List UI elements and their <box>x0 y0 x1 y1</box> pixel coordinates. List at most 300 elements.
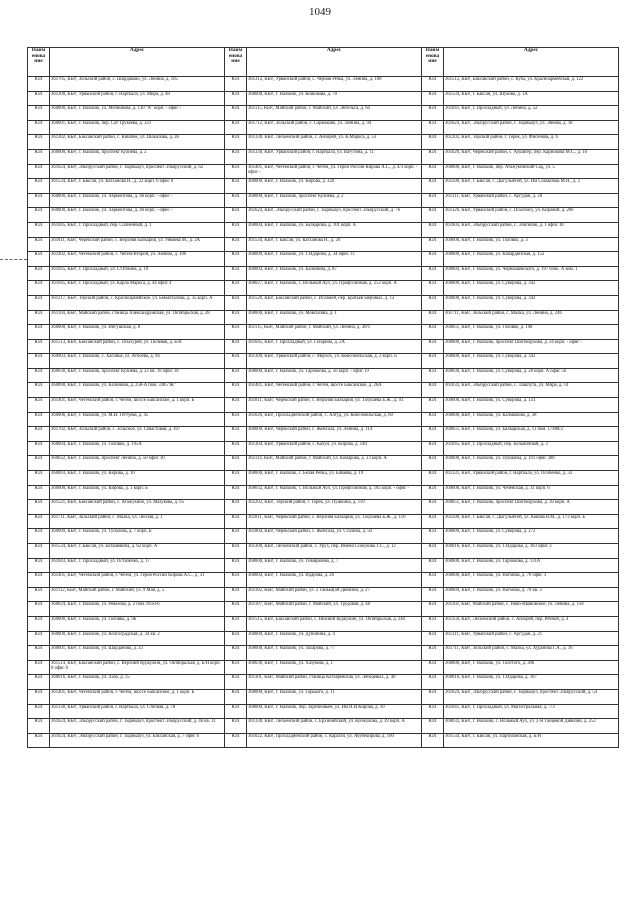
address-cell: 361624, КБР., Эльбрусский район, г. Тырныауз, ул. Баксанская, д. 7 офис 6 <box>50 733 225 748</box>
entity-type-cell: ЮЛ <box>422 237 444 252</box>
entity-type-cell: ЮЛ <box>225 106 247 121</box>
address-cell: 360000, КБР., Черекский район, с. Жемтала, ул. Ленина, д. 114 <box>247 427 422 442</box>
table-row <box>28 91 619 106</box>
address-cell: 361705, КБР., Зольский район, с. Шордаково, ул. Ленина, д. 105 <box>50 77 225 92</box>
table-row <box>28 398 619 413</box>
entity-type-cell: ЮЛ <box>28 339 50 354</box>
entity-type-cell: ЮЛ <box>28 208 50 223</box>
address-cell: 360000, КБР., г. Нальчик, ул. Лермонтова, д. 46 корп. - офис - <box>50 193 225 208</box>
address-cell: 361045, КБР., г. Прохладный, ул. Ст.Разина, д. 19 <box>50 266 225 281</box>
entity-type-cell: ЮЛ <box>28 441 50 456</box>
entity-type-cell: ЮЛ <box>422 441 444 456</box>
address-cell: 360004, КБР., г. Нальчик, ул. Балкарова, д. 101 корп. А <box>247 222 422 237</box>
entity-type-cell: ЮЛ <box>28 295 50 310</box>
table-row <box>28 471 619 486</box>
address-cell: 360016, КБР., г. Нальчик, ул. Т.Идарова, д. 183 офис 3 <box>444 544 619 559</box>
entity-type-cell: ЮЛ <box>225 266 247 281</box>
entity-type-cell: ЮЛ <box>225 573 247 588</box>
entity-type-cell: ЮЛ <box>28 281 50 296</box>
entity-type-cell: ЮЛ <box>422 266 444 281</box>
address-cell: 361326, КБР., Урванский район, с. Псыгансу, ул. Кировой, д. 206 <box>444 208 619 223</box>
address-cell: 361804, КБР., Черекский район, с. Жемтала, ул. Сталина, д. 50 <box>247 529 422 544</box>
entity-type-cell: ЮЛ <box>422 646 444 661</box>
table-row <box>28 237 619 252</box>
entity-type-cell: ЮЛ <box>28 222 50 237</box>
address-cell: 360000, КБР., г. Нальчик, пер. Заречновьев, ул. Им И.И.Кирова, д. 10 <box>247 704 422 719</box>
entity-type-cell: ЮЛ <box>28 398 50 413</box>
entity-type-cell: ЮЛ <box>422 179 444 194</box>
table-row <box>28 689 619 704</box>
address-cell: 361107, КБР., Майский район, г. Майский, ул. Трудовая, д. 48 <box>247 602 422 617</box>
entity-type-cell: ЮЛ <box>422 193 444 208</box>
address-cell: 361330, КБР., Лескенский район, с. Анзорей, ул. К.Маркса, д. 53 <box>247 135 422 150</box>
entity-type-cell: ЮЛ <box>28 266 50 281</box>
entity-type-cell: ЮЛ <box>422 660 444 675</box>
address-cell: 361202, КБР., Терский район, г. Терек, ул. Пушкина, д. 119 <box>247 500 422 515</box>
address-cell: 361711, КБР., Зольский район, с. Малка, ул. Лесная, д. 1 <box>50 514 225 529</box>
address-cell: 361534, КБР., г. Баксан, ул. Катханова Н., д. 22 корп. 0 офис 0 <box>50 179 225 194</box>
entity-type-cell: ЮЛ <box>225 719 247 734</box>
address-cell: 361401, КБР., Чегемский район, г. Чегем, шоссе Баксанское, д. 26А <box>247 383 422 398</box>
entity-type-cell: ЮЛ <box>28 529 50 544</box>
address-cell: 361534, КБР., г. Баксан, ул. Боташевича, д. 62 корп. А <box>50 544 225 559</box>
address-cell: 361515, КБР., Баксанский район, с. Нижний Куркужин, ул. Октябрьская, д. 240 <box>247 616 422 631</box>
entity-type-cell: ЮЛ <box>225 689 247 704</box>
entity-type-cell: ЮЛ <box>422 77 444 92</box>
entity-type-cell: ЮЛ <box>28 91 50 106</box>
address-cell: 361102, КБР., Майский район, с. Ново-Ивановское, ул. Ленина, д. 158 <box>444 602 619 617</box>
address-cell: 361102, КБР., Майский район, ул. 2 Танька(ой Дивизии, д. 27 <box>247 587 422 602</box>
entity-type-cell: ЮЛ <box>225 646 247 661</box>
header-row <box>28 48 619 77</box>
entity-type-cell: ЮЛ <box>225 704 247 719</box>
address-cell: 360000, КБР., г. Нальчик, ул. Волгоградская, д. 34 кв. 2 <box>50 631 225 646</box>
address-cell: 360000, КБР., г. Нальчик, ул. Суворова, д. 342 <box>444 281 619 296</box>
entity-type-cell: ЮЛ <box>225 514 247 529</box>
address-cell: 361041, КБР., г. Прохладный, ул. Ленина, д. 52 <box>444 106 619 121</box>
address-cell: 360004, КБР., г. Нальчик, ул. Чернышевского, д. 197 блок. А ком. 1 <box>444 266 619 281</box>
entity-type-cell: ЮЛ <box>422 544 444 559</box>
address-cell: 361302, КБР., Баксанский район, с. Кишпек, ул. Шокалова, д. 36 <box>50 135 225 150</box>
address-cell: 361304, КБР., Урванский район, с. Кахун, ул. Кирова, д. 140 <box>247 441 422 456</box>
entity-type-cell: ЮЛ <box>28 704 50 719</box>
table-row <box>28 77 619 92</box>
address-cell: 360000, КБР., г. Нальчик, ул. Толстого, д. 306 <box>444 660 619 675</box>
entity-type-cell: ЮЛ <box>422 325 444 340</box>
address-cell: 361330, КБР., Урванский район, г. Нарткала, ул. Степная, д. 78 <box>50 704 225 719</box>
entity-type-cell: ЮЛ <box>422 514 444 529</box>
table-row <box>28 587 619 602</box>
address-cell: 361045, КБР., г. Прохладный, пер. Солнечный, д. 1 <box>50 222 225 237</box>
address-cell: 361112, КБР., Майский район, г. Майский, ул. 9 Мая, д. 5 <box>50 587 225 602</box>
address-cell: 361811, КБР., Черекский район, с. Верхняя Балкария, ул. Тахушева Б.Ж., д. 93 <box>247 398 422 413</box>
address-cell: 361330, КБР., Урванский район, г. Нарткала, ул. Ватутина, д. 11 <box>247 149 422 164</box>
address-cell: 360000, КБР., г. Нальчик, ул. Суворова, д. 342 <box>444 295 619 310</box>
table-row <box>28 427 619 442</box>
entity-type-cell: ЮЛ <box>225 91 247 106</box>
address-cell: 360000, КБР., г. Нальчик, ул. Калмыкова, д. 38 <box>444 412 619 427</box>
entity-type-cell: ЮЛ <box>422 456 444 471</box>
address-cell: 360000, КБР., г. Нальчик, ул. Захарова, д. 77 <box>247 646 422 661</box>
table-row <box>28 354 619 369</box>
entity-type-cell: ЮЛ <box>28 354 50 369</box>
entity-type-cell: ЮЛ <box>225 412 247 427</box>
entity-type-cell: ЮЛ <box>225 500 247 515</box>
entity-type-cell: ЮЛ <box>422 631 444 646</box>
address-cell: 360051, КБР., г. Нальчик, ул. Балкарская, д. 11 пом. 17488/2 <box>444 427 619 442</box>
address-cell: 360030, КБР., г. Нальчик, ул. Хазукова, д. 1 <box>247 660 422 675</box>
header-name-2: Наим енова ние <box>225 48 247 77</box>
entity-type-cell: ЮЛ <box>225 325 247 340</box>
table-row <box>28 412 619 427</box>
table-row <box>28 719 619 734</box>
address-cell: 361401, КБР., Чегемский район, г. Чегем, шоссе Баксанское, д. 1 корп. Б <box>50 398 225 413</box>
table-row <box>28 500 619 515</box>
table-row <box>28 179 619 194</box>
address-cell: 361624, КБР., Эльбрусский район, г. Тырныауз, ул. Энеева, д. 18 <box>444 120 619 135</box>
table-row <box>28 660 619 675</box>
address-cell: 361624, КБР., Эльбрусский район, г. Тырныауз, проспект Эльбрусский, д. 76 <box>247 208 422 223</box>
entity-type-cell: ЮЛ <box>225 485 247 500</box>
address-cell: 360000, КБР., г. Нальчик, ул. Кирова, д. 320 <box>247 179 422 194</box>
entity-type-cell: ЮЛ <box>225 193 247 208</box>
table-row <box>28 544 619 559</box>
entity-type-cell: ЮЛ <box>225 281 247 296</box>
entity-type-cell: ЮЛ <box>28 368 50 383</box>
address-cell: 360000, КБР., г. Нальчик, с. Белая Речка, ул. Бабаева, д. 19 <box>247 471 422 486</box>
address-cell: 361330, КБР., Лескенский район, с. Ерхинийский, ул. Кунжукова, д. 39 корп. А <box>247 719 422 734</box>
address-cell: 360000, КБР., г. Нальчик, ул. Кабардинская, д. 152 <box>444 252 619 267</box>
address-cell: 361513, КБР., Баксанский район, с. Псыхурей, ул. Полевая, д. Б/Н <box>50 339 225 354</box>
table-row <box>28 573 619 588</box>
header-address-3: Адрес <box>444 48 619 77</box>
table-row <box>28 120 619 135</box>
table-row <box>28 646 619 661</box>
address-cell: 360051, КБР., г. Нальчик, ул. Головко, д. 198 <box>444 325 619 340</box>
entity-type-cell: ЮЛ <box>422 733 444 748</box>
entity-type-cell: ЮЛ <box>225 660 247 675</box>
entity-type-cell: ЮЛ <box>28 616 50 631</box>
address-cell: 360009, КБР., г. Нальчик, ул. Суворова, д. 272 <box>444 529 619 544</box>
page-number: 1049 <box>309 6 331 18</box>
address-cell: 360000, КБР., г. Нальчик, ул. Дубинина, д. 4 <box>247 631 422 646</box>
entity-type-cell: ЮЛ <box>422 281 444 296</box>
address-cell: 360000, КБР., г. Нальчик, ул. Кирова, д. 1 корп. Б <box>50 485 225 500</box>
table-row <box>28 281 619 296</box>
entity-type-cell: ЮЛ <box>225 383 247 398</box>
address-cell: 361534, КБР., г. Баксан, ул. Шукова, д. 1А <box>444 91 619 106</box>
entity-type-cell: ЮЛ <box>422 471 444 486</box>
table-row <box>28 733 619 748</box>
entity-type-cell: ЮЛ <box>422 675 444 690</box>
entity-type-cell: ЮЛ <box>28 310 50 325</box>
address-cell: 360000, КБР., г. Нальчик, ул. Пушкина, д. 101 офис 308 <box>444 456 619 471</box>
address-cell: 361401, КБР., Чегемский район, г. Чегем, ул. Героя России Кирова А.С., д. 31 <box>50 573 225 588</box>
entity-type-cell: ЮЛ <box>422 704 444 719</box>
entity-type-cell: ЮЛ <box>28 500 50 515</box>
entity-type-cell: ЮЛ <box>225 120 247 135</box>
entity-type-cell: ЮЛ <box>422 500 444 515</box>
entity-type-cell: ЮЛ <box>422 135 444 150</box>
address-cell: 361115, КБР., Майский район, г. Майский, ул. Энгельса, д. 64 <box>247 106 422 121</box>
address-cell: 361811, КБР., Черекский район, с. Верхняя Балкария, ул. Уянаева М., д. 2А <box>50 237 225 252</box>
table-row <box>28 456 619 471</box>
address-cell: 360032, КБР., г. Нальчик, с. Вольный Аул, ул. Профсоюзная, д. 185 корп. - офис - <box>247 485 422 500</box>
address-cell: 361043, КБР., г. Прохладный, ул. Остапенко, д. 17 <box>50 558 225 573</box>
entity-type-cell: ЮЛ <box>28 471 50 486</box>
entity-type-cell: ЮЛ <box>225 616 247 631</box>
table-row <box>28 631 619 646</box>
entity-type-cell: ЮЛ <box>422 120 444 135</box>
address-cell: 360000, КБР., г. Нальчик, проспект Кулиева, д. 2 <box>247 193 422 208</box>
address-cell: 360000, КБР., г. Нальчик, ул. Головко, д. 9Б <box>50 616 225 631</box>
address-cell: 360000, КБР., г. Нальчик, ул. Тарчокова, д. 131А <box>444 558 619 573</box>
address-cell: 360001, КБР., г. Нальчик, ул. Шарданова, д. 33 <box>50 646 225 661</box>
entity-type-cell: ЮЛ <box>225 179 247 194</box>
table-row <box>28 135 619 150</box>
table-row <box>28 193 619 208</box>
entity-type-cell: ЮЛ <box>422 149 444 164</box>
entity-type-cell: ЮЛ <box>225 544 247 559</box>
address-cell: 360000, КБР., г. Нальчик, ул. Ногмова, д. 70 офис 3 <box>444 573 619 588</box>
entity-type-cell: ЮЛ <box>225 208 247 223</box>
entity-type-cell: ЮЛ <box>422 164 444 179</box>
address-cell: 361026, КБР., Прохладненский район, с. Алтуд, ул. Комсомольская, д. 60 <box>247 412 422 427</box>
entity-type-cell: ЮЛ <box>225 149 247 164</box>
address-cell: 361045, КБР., г. Прохладный, ул. Гагарина, д. 2А <box>247 339 422 354</box>
entity-type-cell: ЮЛ <box>28 631 50 646</box>
entity-type-cell: ЮЛ <box>225 354 247 369</box>
address-cell: 360000, КБР., г. Нальчик, ул. Тимирязева, д. 7 <box>247 558 422 573</box>
address-cell: 361312, КБР., Урванский район, с. Черная Речка, ул. Ленина, д. 100 <box>247 77 422 92</box>
address-cell: 360000, КБР., г. Нальчик, ул. Мовсисяна, д. 1 <box>247 310 422 325</box>
address-cell: 361022, КБР., Прохладненский район, с. Карагач, ул. Абубекирова, д. 100 <box>247 733 422 748</box>
entity-type-cell: ЮЛ <box>28 719 50 734</box>
table-row <box>28 441 619 456</box>
address-cell: 361534, КБР., г. Баксан, ул. Партизанская, д. Б/Н <box>444 733 619 748</box>
table-row <box>28 208 619 223</box>
entity-type-cell: ЮЛ <box>225 237 247 252</box>
entity-type-cell: ЮЛ <box>28 573 50 588</box>
entity-type-cell: ЮЛ <box>225 529 247 544</box>
entity-type-cell: ЮЛ <box>422 339 444 354</box>
entity-type-cell: ЮЛ <box>225 398 247 413</box>
entity-type-cell: ЮЛ <box>422 208 444 223</box>
address-cell: 360030, КБР., г. Нальчик, проспект Кулиева, д. 22 кв. 18 офис 18 <box>50 368 225 383</box>
address-cell: 361350, КБР., Лескенский район, с. Анзорей, пер. Речной, д. 4 <box>444 616 619 631</box>
address-cell: 361311, КБР., Урванский район, с. Аргудан, д. 28 <box>444 193 619 208</box>
entity-type-cell: ЮЛ <box>28 120 50 135</box>
address-cell: 360004, КБР., г. Нальчик, ул. Идарова, д. 20 <box>247 573 422 588</box>
address-cell: 361300, КБР., Лескенский район, с. Урух, пер. Имени Сижукова Т.С., д. 12 <box>247 544 422 559</box>
entity-type-cell: ЮЛ <box>422 91 444 106</box>
address-cell: 360030, КБР., г. Нальчик, ул. Суворова, д. 28 корп. А офис 56 <box>444 368 619 383</box>
entity-type-cell: ЮЛ <box>28 237 50 252</box>
entity-type-cell: ЮЛ <box>422 106 444 121</box>
address-cell: 360000, КБР., г. Нальчик, ул. Калинина, д. 258-А пом. 3385"Ж" <box>50 383 225 398</box>
address-cell: 360006, КБР., г. Нальчик, ул. М.И. Геттуева, д. 45 <box>50 412 225 427</box>
registry-table <box>27 47 619 748</box>
entity-type-cell: ЮЛ <box>422 295 444 310</box>
entity-type-cell: ЮЛ <box>422 368 444 383</box>
address-cell: 361045, КБР., г. Прохладный, ул. Карла Маркса, д. 44 офис 4 <box>50 281 225 296</box>
header-name-3: Наим енова ние <box>422 48 444 77</box>
entity-type-cell: ЮЛ <box>28 149 50 164</box>
table-row <box>28 295 619 310</box>
table-row <box>28 368 619 383</box>
address-cell: 361702, КБР., Зольский район, с. Зольское, ул. Севастовая, д. 107 <box>50 427 225 442</box>
entity-type-cell: ЮЛ <box>225 77 247 92</box>
address-cell: 360000, КБР., г. Нальчик, ул. Суворова, д. 342 <box>444 354 619 369</box>
address-cell: 361520, КБР., Баксанский район, с. Исламей, пер. Братьев Бифовых, д. 12 <box>247 295 422 310</box>
address-cell: 361534, КБР., г. Баксан, ул. Катханова Н., д. 20 <box>247 237 422 252</box>
address-cell: 361811, КБР., Черекский район, с. Верхняя Балкария, ул. Тахушева Б.Ж., д. 110 <box>247 514 422 529</box>
address-cell: 360000, КБР., г. Нальчик, ул. Головко, д. 3 <box>444 237 619 252</box>
address-cell: 361300, КБР., Урванский район, с. Морзох, ул. Комсомольская, д. 2 корп. Б <box>247 354 422 369</box>
address-cell: 361711, КБР., Зольский район, с. Малка, ул. Хуранова Г.А., д. 16 <box>444 646 619 661</box>
address-cell: 360903, КБР., г. Нальчик, с. Хасанья, ул. Атчоева, д. 94 <box>50 354 225 369</box>
address-cell: 360024, КБР., г. Нальчик, ул. Ревазова, д. 2 пом. 8150-б <box>50 602 225 617</box>
entity-type-cell: ЮЛ <box>225 602 247 617</box>
address-cell: 361401, КБР., Чегемский район, г. Чегем, ул. Герои России Кирова А.С., д. 4/3 корп. - офис - <box>247 164 422 179</box>
address-cell: 360032, КБР., г. Нальчик, с. Вольный Аул, ул. 2-Я Танцевой Дивизии, д. 252 <box>444 719 619 734</box>
entity-type-cell: ЮЛ <box>422 412 444 427</box>
address-cell: 361514, КБР., Баксанский район, с. Верхний Куркужин, ул. Октябрьская, д. Б/Н корп. 0 офис 0 <box>50 660 225 675</box>
address-cell: 361311, КБР., Урванский район, с. Аргудан, д. 21 <box>444 631 619 646</box>
entity-type-cell: ЮЛ <box>225 368 247 383</box>
address-cell: 361500, КБР., г. Баксан, с. Дыгулыбгей, ул. Кокова В.М., д. 173 корп. Б <box>444 514 619 529</box>
entity-type-cell: ЮЛ <box>28 514 50 529</box>
address-cell: 361624, КБР., Эльбрусский район, г. Тырныауз, проспект Эльбрусский, д. 62 <box>50 164 225 179</box>
entity-type-cell: ЮЛ <box>422 719 444 734</box>
entity-type-cell: ЮЛ <box>225 427 247 442</box>
address-cell: 360016, КБР., г. Нальчик, ул. Лазо, д. 15 <box>50 675 225 690</box>
entity-type-cell: ЮЛ <box>225 310 247 325</box>
table-row <box>28 325 619 340</box>
address-cell: 360001, КБР., г. Нальчик, пер. Cат Трукеева, д. 321 <box>50 120 225 135</box>
address-cell: 361101, КБР., Майский район, станица Котляревская, ул. Лебедевых, д. 40 <box>247 675 422 690</box>
table-row <box>28 616 619 631</box>
table-row <box>28 149 619 164</box>
table-row <box>28 252 619 267</box>
table-row <box>28 704 619 719</box>
header-address-1: Адрес <box>50 48 225 77</box>
table-row <box>28 675 619 690</box>
entity-type-cell: ЮЛ <box>422 222 444 237</box>
entity-type-cell: ЮЛ <box>422 310 444 325</box>
address-cell: 361500, КБР., г. Баксан, с. Дыгулыбгей, ул. Им Сокмазова М.Н., д. 2 <box>444 179 619 194</box>
address-cell: 360004, КБР., г. Нальчик, ул. Калинина, д. 87 <box>247 266 422 281</box>
entity-type-cell: ЮЛ <box>28 427 50 442</box>
address-cell: 361041, КБР., г. Прохладный, ул. Магистральная, д. 7/3 <box>444 704 619 719</box>
entity-type-cell: ЮЛ <box>28 135 50 150</box>
address-cell: 360003, КБР., г. Нальчик, ул. Кирова, д. 10 <box>50 471 225 486</box>
address-cell: 361104, КБР., Майский район, станица Александровская, ул. Октябрьская, д. 28 <box>50 310 225 325</box>
table-row <box>28 529 619 544</box>
address-cell: 361331, КБР., Урванский район, г. Нарткала, ул. Осипенко, д. 33 <box>444 471 619 486</box>
entity-type-cell: ЮЛ <box>225 558 247 573</box>
address-cell: 361712, КБР., Зольский район, с. Сармаково, ул. Ленина, д. 94 <box>247 120 422 135</box>
address-cell: 360000, КБР., г. Нальчик, ул. Ингушская, д. 8 <box>50 325 225 340</box>
entity-type-cell: ЮЛ <box>225 222 247 237</box>
entity-type-cell: ЮЛ <box>28 456 50 471</box>
header-name-1: Наим енова ние <box>28 48 50 77</box>
margin-cut-mark <box>0 259 27 260</box>
entity-type-cell: ЮЛ <box>28 485 50 500</box>
entity-type-cell: ЮЛ <box>28 689 50 704</box>
address-cell: 361402, КБР., Чегемский район, с. Чегем-Второй, ул. Ленина, д. 100 <box>50 252 225 267</box>
entity-type-cell: ЮЛ <box>28 675 50 690</box>
address-cell: 360000, КБР., г. Нальчик, ул. Тарчокова, д. 56 корп. - офис 19 <box>247 368 422 383</box>
entity-type-cell: ЮЛ <box>422 398 444 413</box>
entity-type-cell: ЮЛ <box>422 383 444 398</box>
address-cell: 360000, КБР., г. Нальчик, ул. Мечникова, д. 130 "А" корп. - офис - <box>50 106 225 121</box>
address-cell: 361603, КБР., Эльбрусский район, с. Эльтюбю, д. 1 офис 18 <box>444 222 619 237</box>
entity-type-cell: ЮЛ <box>422 558 444 573</box>
address-cell: 360000, КБР., г. Нальчик, ул. Суворова, д. 133 <box>444 398 619 413</box>
address-cell: 361624, КБР., Эльбрусский район, г. Тырныауз, проспект Эльбрусский, д. 54 <box>444 689 619 704</box>
address-cell: 360051, КБР., г. Нальчик, проспект Шогенцукова, д. 39 корп. А <box>444 500 619 515</box>
entity-type-cell: ЮЛ <box>422 427 444 442</box>
table-row <box>28 266 619 281</box>
address-cell: 361217, КБР., Терский район, с. Красноармейское, ул. Бекмоталова, д. 35 корп. А <box>50 295 225 310</box>
table-row <box>28 514 619 529</box>
table-row <box>28 310 619 325</box>
address-cell: 361114, КБР., Майский район, г. Майский, ул. Комарова, д. 13 корп. А <box>247 456 422 471</box>
address-cell: 360009, КБР., г. Нальчик, ул. Т.Идарова, д. 34 офис 13 <box>247 252 422 267</box>
entity-type-cell: ЮЛ <box>225 675 247 690</box>
address-cell: 360004, КБР., г. Нальчик, ул. Ногмова, д. 70 кв. 3 <box>444 587 619 602</box>
entity-type-cell: ЮЛ <box>28 193 50 208</box>
entity-type-cell: ЮЛ <box>225 471 247 486</box>
entity-type-cell: ЮЛ <box>225 587 247 602</box>
address-cell: 361620, КБР., Черекский район, с. Аушигер, пер. Кармокова М.С., д. 10 <box>444 149 619 164</box>
entity-type-cell: ЮЛ <box>28 660 50 675</box>
address-cell: 360000, КБР., г. Нальчик, пер. Атажукинский Сад, ул. 5 <box>444 164 619 179</box>
entity-type-cell: ЮЛ <box>28 602 50 617</box>
address-cell: 361512, КБР., Баксанский район, с. Куба, ул. Красноармейская, д. 122 <box>444 77 619 92</box>
entity-type-cell: ЮЛ <box>28 587 50 602</box>
entity-type-cell: ЮЛ <box>225 441 247 456</box>
address-cell: 361521, КБР., Баксанский район, с. Атажукино, ул. Мазукова, д. 65 <box>50 500 225 515</box>
header-address-2: Адрес <box>247 48 422 77</box>
address-cell: 361401, КБР., Чегемский район, г. Чегем, шоссе Баксанское, д. 1 корп. Б <box>50 689 225 704</box>
entity-type-cell: ЮЛ <box>422 587 444 602</box>
entity-type-cell: ЮЛ <box>28 544 50 559</box>
entity-type-cell: ЮЛ <box>28 164 50 179</box>
entity-type-cell: ЮЛ <box>28 733 50 748</box>
entity-type-cell: ЮЛ <box>225 733 247 748</box>
entity-type-cell: ЮЛ <box>422 252 444 267</box>
entity-type-cell: ЮЛ <box>28 383 50 398</box>
address-cell: 360022, КБР., г. Нальчик, проспект Ленина, д. 50 офис 10 <box>50 456 225 471</box>
address-cell: 361300, КБР., Урванский район, г. Нарткала, ул. Мира, д. 48 <box>50 91 225 106</box>
table-row <box>28 339 619 354</box>
address-cell: 361202, КБР., Терский район, г. Терек, ул. Фисенова, д. 6 <box>444 135 619 150</box>
entity-type-cell: ЮЛ <box>28 558 50 573</box>
entity-type-cell: ЮЛ <box>28 106 50 121</box>
entity-type-cell: ЮЛ <box>422 354 444 369</box>
address-cell: 360004, КБР., г. Нальчик, ул. Головко, д. 195А <box>50 441 225 456</box>
entity-type-cell: ЮЛ <box>422 602 444 617</box>
address-cell: 360000, КБР., г. Нальчик, проспект Шогенцукова, д. 24 корп. - офис - <box>444 339 619 354</box>
address-cell: 360000, КБР., г. Нальчик, ул. Горького, д. 11 <box>247 689 422 704</box>
address-cell: 360000, КБР., г. Нальчик, проспект Кулиева, д. 2 <box>50 149 225 164</box>
entity-type-cell: ЮЛ <box>28 646 50 661</box>
table-row <box>28 164 619 179</box>
address-cell: 361633, КБР., Эльбрусский район, с. Лашпута, ул. Мира, д. 14 <box>444 383 619 398</box>
address-cell: 360000, КБР., г. Нальчик, ул. Лермонтова, д. 46 корп. - офис - <box>50 208 225 223</box>
